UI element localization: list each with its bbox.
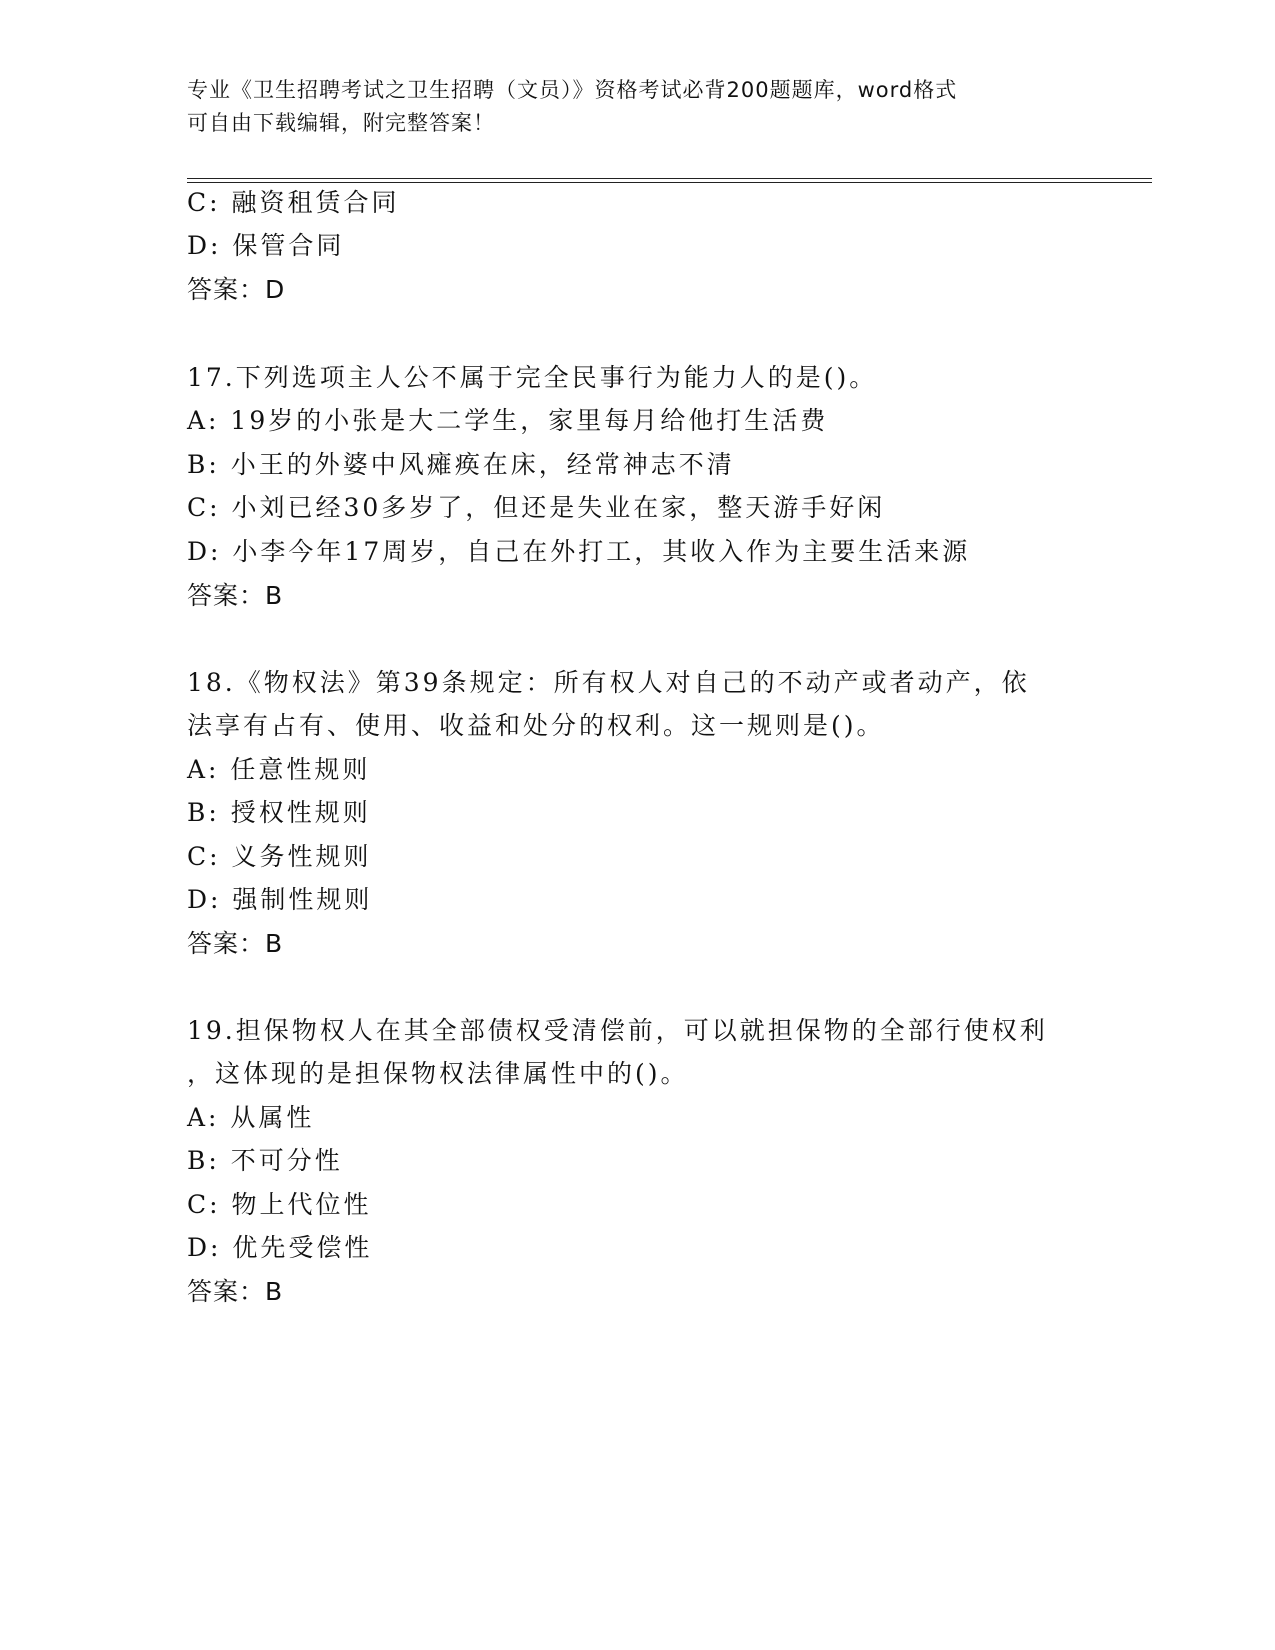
q19-question-line-1: 19.担保物权人在其全部债权受清偿前，可以就担保物的全部行使权利 (187, 1016, 1048, 1045)
q19-option-b: B: 不可分性 (187, 1146, 343, 1175)
q16-option-c: C: 融资租赁合同 (187, 188, 400, 217)
q18-answer: 答案：B (187, 929, 284, 958)
q18-option-c: C: 义务性规则 (187, 842, 372, 871)
q17-option-c: C: 小刘已经30多岁了，但还是失业在家，整天游手好闲 (187, 493, 886, 522)
q16-answer: 答案：D (187, 275, 286, 304)
q19-question-line-2: ，这体现的是担保物权法律属性中的()。 (187, 1059, 689, 1088)
q19-option-c: C: 物上代位性 (187, 1190, 372, 1219)
q17-option-b: B: 小王的外婆中风瘫痪在床，经常神志不清 (187, 450, 735, 479)
q17-option-d: D: 小李今年17周岁，自己在外打工，其收入作为主要生活来源 (187, 537, 971, 566)
q18-option-a: A: 任意性规则 (187, 755, 371, 784)
header-line-2: 可自由下载编辑，附完整答案！ (187, 111, 495, 135)
q18-option-b: B: 授权性规则 (187, 798, 371, 827)
q17-question: 17.下列选项主人公不属于完全民事行为能力人的是()。 (187, 363, 878, 392)
q18-option-d: D: 强制性规则 (187, 885, 373, 914)
page-header (187, 74, 1067, 140)
q18-question-line-1: 18.《物权法》第39条规定：所有权人对自己的不动产或者动产，依 (187, 668, 1030, 697)
q19-option-a: A: 从属性 (187, 1103, 315, 1132)
header-divider (187, 178, 1152, 183)
q16-option-d: D: 保管合同 (187, 231, 345, 260)
q19-option-d: D: 优先受偿性 (187, 1233, 373, 1262)
header-line-1: 专业《卫生招聘考试之卫生招聘（文员）》资格考试必背200题题库，word格式 (187, 78, 958, 102)
q17-option-a: A: 19岁的小张是大二学生，家里每月给他打生活费 (187, 406, 829, 435)
q19-answer: 答案：B (187, 1277, 284, 1306)
q18-question-line-2: 法享有占有、使用、收益和处分的权利。这一规则是()。 (187, 711, 885, 740)
q17-answer: 答案：B (187, 581, 284, 610)
